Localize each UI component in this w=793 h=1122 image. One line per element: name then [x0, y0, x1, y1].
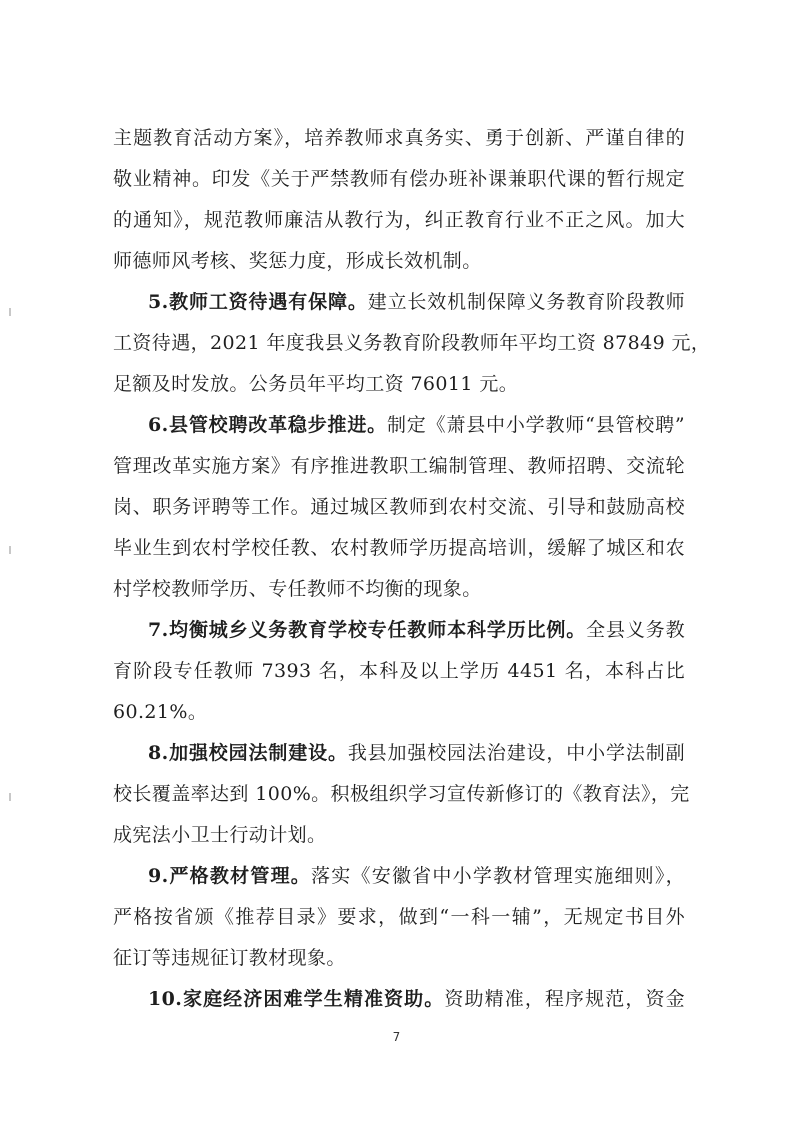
- section-heading: 6.县管校聘改革稳步推进。: [148, 414, 387, 436]
- text-line: [113, 692, 685, 732]
- scan-artifact: [9, 546, 11, 554]
- line-text: 岗、职务评聘等工作。通过城区教师到农村交流、引导和鼓励高校: [113, 496, 685, 518]
- line-text: 师德师风考核、奖惩力度，形成长效机制。: [113, 250, 482, 272]
- text-line: [113, 364, 685, 404]
- line-text: 我县加强校园法治建设，中小学法制副: [347, 742, 685, 764]
- line-text: 的通知》，规范教师廉洁从教行为，纠正教育行业不正之风。加大: [113, 209, 685, 231]
- scan-artifact: [9, 793, 11, 801]
- text-line: [113, 159, 685, 199]
- text-line: [113, 446, 685, 486]
- line-text: 征订等违规征订教材现象。: [113, 947, 346, 969]
- line-text: 资助精准，程序规范，资金: [444, 988, 685, 1010]
- line-text: 敬业精神。印发《关于严禁教师有偿办班补课兼职代课的暂行规定: [113, 168, 685, 190]
- line-text: 村学校教师学历、专任教师不均衡的现象。: [113, 578, 482, 600]
- line-text: 足额及时发放。公务员年平均工资 76011 元。: [113, 373, 519, 395]
- section-heading-line: [148, 733, 685, 773]
- text-line: [113, 323, 711, 363]
- text-line: [113, 528, 685, 568]
- line-text: 建立长效机制保障义务教育阶段教师: [367, 291, 686, 313]
- section-heading-line: [148, 282, 685, 322]
- text-line: [113, 815, 685, 855]
- text-line: [113, 487, 685, 527]
- section-heading-line: [148, 979, 685, 1019]
- line-text: 落实《安徽省中小学教材管理实施细则》，: [311, 865, 686, 887]
- text-line: [113, 897, 685, 937]
- text-line: [113, 938, 685, 978]
- line-text: 毕业生到农村学校任教、农村教师学历提高培训，缓解了城区和农: [113, 537, 685, 559]
- text-line: [113, 774, 690, 814]
- line-text: 校长覆盖率达到 100%。积极组织学习宣传新修订的《教育法》，完: [113, 783, 690, 805]
- text-line: [113, 651, 685, 691]
- line-text: 主题教育活动方案》，培养教师求真务实、勇于创新、严谨自律的: [113, 127, 685, 149]
- section-heading: 9.严格教材管理。: [148, 865, 312, 887]
- section-heading: 10.家庭经济困难学生精准资助。: [148, 988, 445, 1010]
- section-heading: 8.加强校园法制建设。: [148, 742, 348, 764]
- page-number: 7: [392, 1030, 401, 1044]
- text-line: [113, 241, 685, 281]
- line-text: 成宪法小卫士行动计划。: [113, 824, 327, 846]
- text-line: [113, 200, 685, 240]
- section-heading-line: [148, 405, 685, 445]
- section-heading-line: [148, 610, 685, 650]
- section-heading: 5.教师工资待遇有保障。: [148, 291, 368, 313]
- text-line: [113, 118, 685, 158]
- scan-artifact: [9, 308, 11, 316]
- line-text: 严格按省颁《推荐目录》要求，做到“一科一辅”，无规定书目外: [113, 906, 685, 928]
- line-text: 管理改革实施方案》有序推进教职工编制管理、教师招聘、交流轮: [113, 455, 685, 477]
- line-text: 工资待遇，2021 年度我县义务教育阶段教师年平均工资 87849 元，: [113, 332, 711, 354]
- section-heading-line: [148, 856, 685, 896]
- line-text: 60.21%。: [113, 701, 208, 723]
- line-text: 育阶段专任教师 7393 名，本科及以上学历 4451 名，本科占比: [113, 660, 685, 682]
- text-line: [113, 569, 685, 609]
- line-text: 制定《萧县中小学教师“县管校聘”: [386, 414, 685, 436]
- line-text: 全县义务教: [586, 619, 685, 641]
- section-heading: 7.均衡城乡义务教育学校专任教师本科学历比例。: [148, 619, 587, 641]
